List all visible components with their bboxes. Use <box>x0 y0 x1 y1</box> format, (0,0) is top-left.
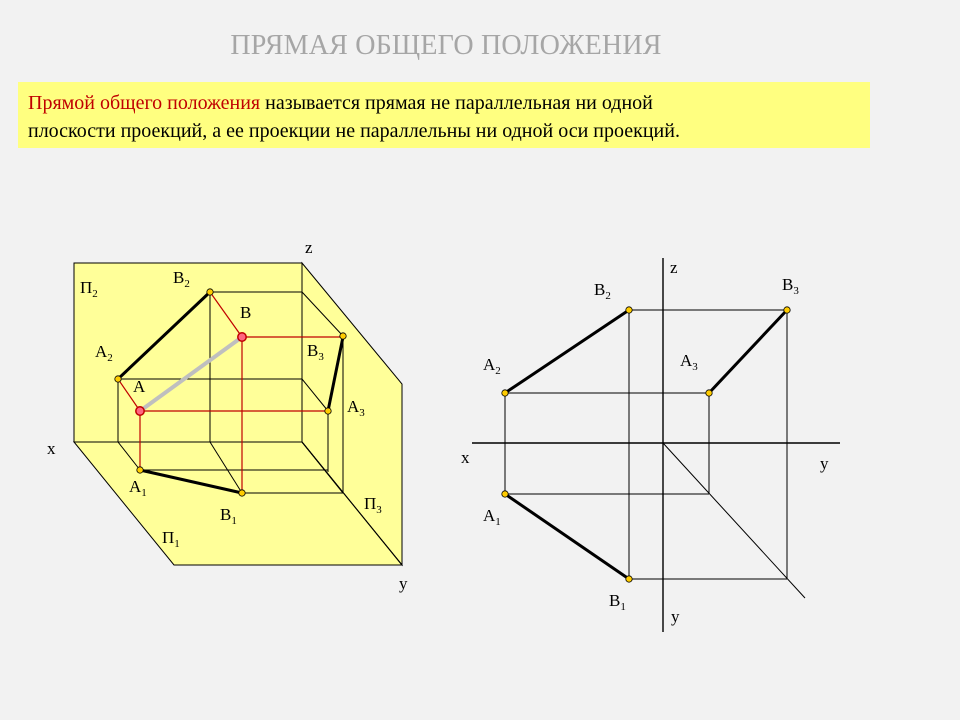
point-a <box>136 407 144 415</box>
epure-segment-a3b3 <box>709 310 787 393</box>
point-b1 <box>239 490 245 496</box>
epure-label-b3: $B_3$ <box>782 275 799 297</box>
label-point-b: B <box>240 303 252 322</box>
epure-label-axis-z: z <box>670 258 678 277</box>
point-b <box>238 333 246 341</box>
point-a1 <box>137 467 143 473</box>
epure-label-b2: $B_2$ <box>594 280 611 302</box>
label-plane-p3: $П_3$ <box>364 494 382 516</box>
slide-title: ПРЯМАЯ ОБЩЕГО ПОЛОЖЕНИЯ <box>230 30 662 61</box>
epure-point-b3 <box>784 307 790 313</box>
epure-label-axis-y-right: y <box>820 454 829 473</box>
epure-label-axis-x: x <box>461 448 470 467</box>
epure-label-a1: $A_1$ <box>483 506 501 528</box>
label-point-a1: $A_1$ <box>129 477 147 499</box>
epure-label-axis-y-bottom: y <box>671 607 680 626</box>
epure-label-a3: $A_3$ <box>680 351 698 373</box>
epure-label-b1: $B_1$ <box>609 591 626 613</box>
spatial-diagram <box>47 238 408 593</box>
label-axis-y: y <box>399 574 408 593</box>
label-point-a2: $A_2$ <box>95 342 113 364</box>
label-point-b2: $B_2$ <box>173 268 190 290</box>
label-plane-p2: $П_2$ <box>80 278 98 300</box>
epure-point-a1 <box>502 491 508 497</box>
epure-segment-a2b2 <box>505 310 629 393</box>
label-point-a: A <box>133 377 146 396</box>
definition-text: называется прямая не параллельная ни одной <box>260 92 653 114</box>
point-b2 <box>207 289 213 295</box>
definition-text-line2: плоскости проекций, а ее проекции не параллельны ни одной оси проекций. <box>28 120 680 142</box>
label-axis-z: z <box>305 238 313 257</box>
epure-points <box>502 307 790 582</box>
point-a2 <box>115 376 121 382</box>
epure-point-a3 <box>706 390 712 396</box>
label-point-b3: $B_3$ <box>307 341 324 363</box>
definition-term: Прямой общего положения <box>28 92 261 114</box>
epure-point-b1 <box>626 576 632 582</box>
epure-label-a2: $A_2$ <box>483 355 501 377</box>
epure-point-b2 <box>626 307 632 313</box>
point-b3 <box>340 333 346 339</box>
label-axis-x: x <box>47 439 56 458</box>
constant-line <box>663 443 805 598</box>
epure-labels <box>461 258 829 626</box>
point-a3 <box>325 408 331 414</box>
label-point-b1: $B_1$ <box>220 505 237 527</box>
epure-segment-a1b1 <box>505 494 629 579</box>
epure-segments <box>505 310 787 579</box>
label-point-a3: $A_3$ <box>347 397 365 419</box>
epure-diagram <box>461 258 840 632</box>
label-plane-p1: $П_1$ <box>162 528 180 550</box>
epure-point-a2 <box>502 390 508 396</box>
epure-link-lines <box>505 310 805 598</box>
